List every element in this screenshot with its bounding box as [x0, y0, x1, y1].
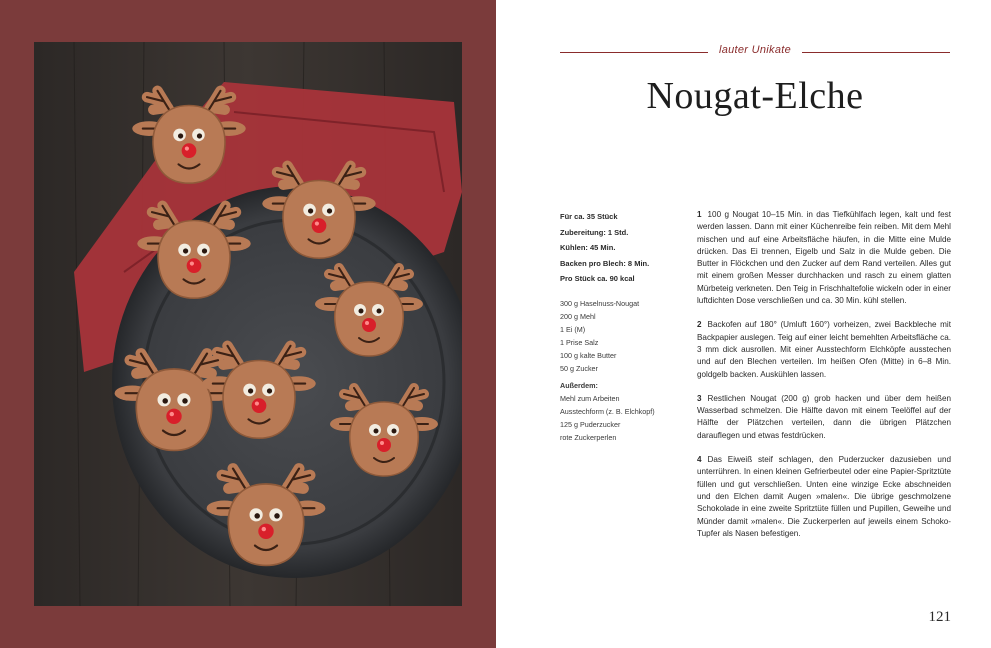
step-1 — [697, 209, 951, 307]
instruction-steps — [697, 209, 951, 552]
extras-heading: Außerdem: — [560, 380, 598, 390]
extra-item: rote Zuckerperlen — [560, 432, 617, 442]
extra-item: Ausstechform (z. B. Elchkopf) — [560, 406, 655, 416]
step-text: Backofen auf 180° (Umluft 160°) vorheizen, zwei Backbleche mit Backpapier auslegen. Teig auf einer leicht bemehlten Arbeitsfläche ca. 3 mm dick ausrollen. Mit einer Ausstechform Elchköpfe ausstechen und auf den Blechen verteilen. Im heißen Ofen (Mitte) in 6–8 Min. goldgelb backen. Auskühlen lassen. — [697, 320, 951, 379]
step-number: 1 — [697, 210, 702, 219]
kicker-row — [560, 44, 950, 60]
step-number: 2 — [697, 320, 702, 330]
step-4 — [697, 454, 951, 540]
kicker-rule-right — [802, 52, 950, 53]
reindeer-cookies-photo — [34, 42, 462, 606]
meta-baking-time: Backen pro Blech: 8 Min. — [560, 258, 650, 268]
kicker-label: lauter Unikate — [718, 44, 792, 56]
meta-yield: Für ca. 35 Stück — [560, 212, 618, 221]
meta-prep-time: Zubereitung: 1 Std. — [560, 227, 629, 237]
ingredient-item: 1 Prise Salz — [560, 337, 599, 347]
meta-cooling-time: Kühlen: 45 Min. — [560, 243, 616, 252]
extra-item: 125 g Puderzucker — [560, 419, 621, 429]
ingredient-item: 200 g Mehl — [560, 311, 596, 321]
ingredient-list — [560, 297, 675, 444]
ingredient-item: 1 Ei (M) — [560, 324, 586, 334]
step-text: Das Eiweiß steif schlagen, den Puderzucker dazusieben und unterrühren. In einen kleinen Gefrierbeutel oder eine Papier-Spritztüte füllen und gut verschließen. Unten eine winzige Ecke abschneiden und den Elchen damit Augen »malen«. Die übrige geschmolzene Schokolade in eine zweite Spritztüte füllen und Pupillen, Geweihe und Münder damit »malen«. Die Zuckerperlen auf jeweils einem Schoko-Tupfer als Nasen befestigen. — [697, 455, 951, 538]
recipe-meta-column — [560, 209, 675, 444]
step-number: 4 — [697, 455, 702, 465]
step-text: Restlichen Nougat (200 g) grob hacken und über dem heißen Wasserbad schmelzen. Die Hälfte davon mit einem Teelöffel auf der Hälfte der Plätzchen verteilen, dann die übrigen Plätzchen darauflegen und etwas festdrücken. — [697, 393, 951, 440]
ingredient-item: 50 g Zucker — [560, 363, 598, 373]
ingredient-item: 100 g kalte Butter — [560, 350, 617, 360]
ingredient-item: 300 g Haselnuss-Nougat — [560, 298, 640, 308]
step-text: 100 g Nougat 10–15 Min. in das Tiefkühlfach legen, kalt und fest werden lassen. Dann mit einer Küchenreibe fein reiben. Mit dem Mehl mischen und auf eine Arbeitsfläche häufen, in die Mitte eine Mulde drücken. Das Ei trennen, Eigelb und Salz in die Mulde geben. Die Butter in Flöckchen und den Zucker auf dem Rand verteilen. Alles gut mit einem großen Messer durchhacken und rasch zu einem glatten Mürbeteig verkneten. Den Teig in Frischhaltefolie wickeln oder in einer luftdichten Dose verschließen und ca. 30 Min. kühl stellen. — [697, 210, 951, 306]
meta-calories: Pro Stück ca. 90 kcal — [560, 274, 635, 283]
step-number: 3 — [697, 393, 702, 403]
right-page — [496, 0, 991, 648]
recipe-title: Nougat-Elche — [646, 75, 864, 117]
page-number: 121 — [928, 609, 951, 625]
step-2 — [697, 319, 951, 380]
extra-item: Mehl zum Arbeiten — [560, 393, 620, 403]
step-3 — [697, 393, 951, 442]
